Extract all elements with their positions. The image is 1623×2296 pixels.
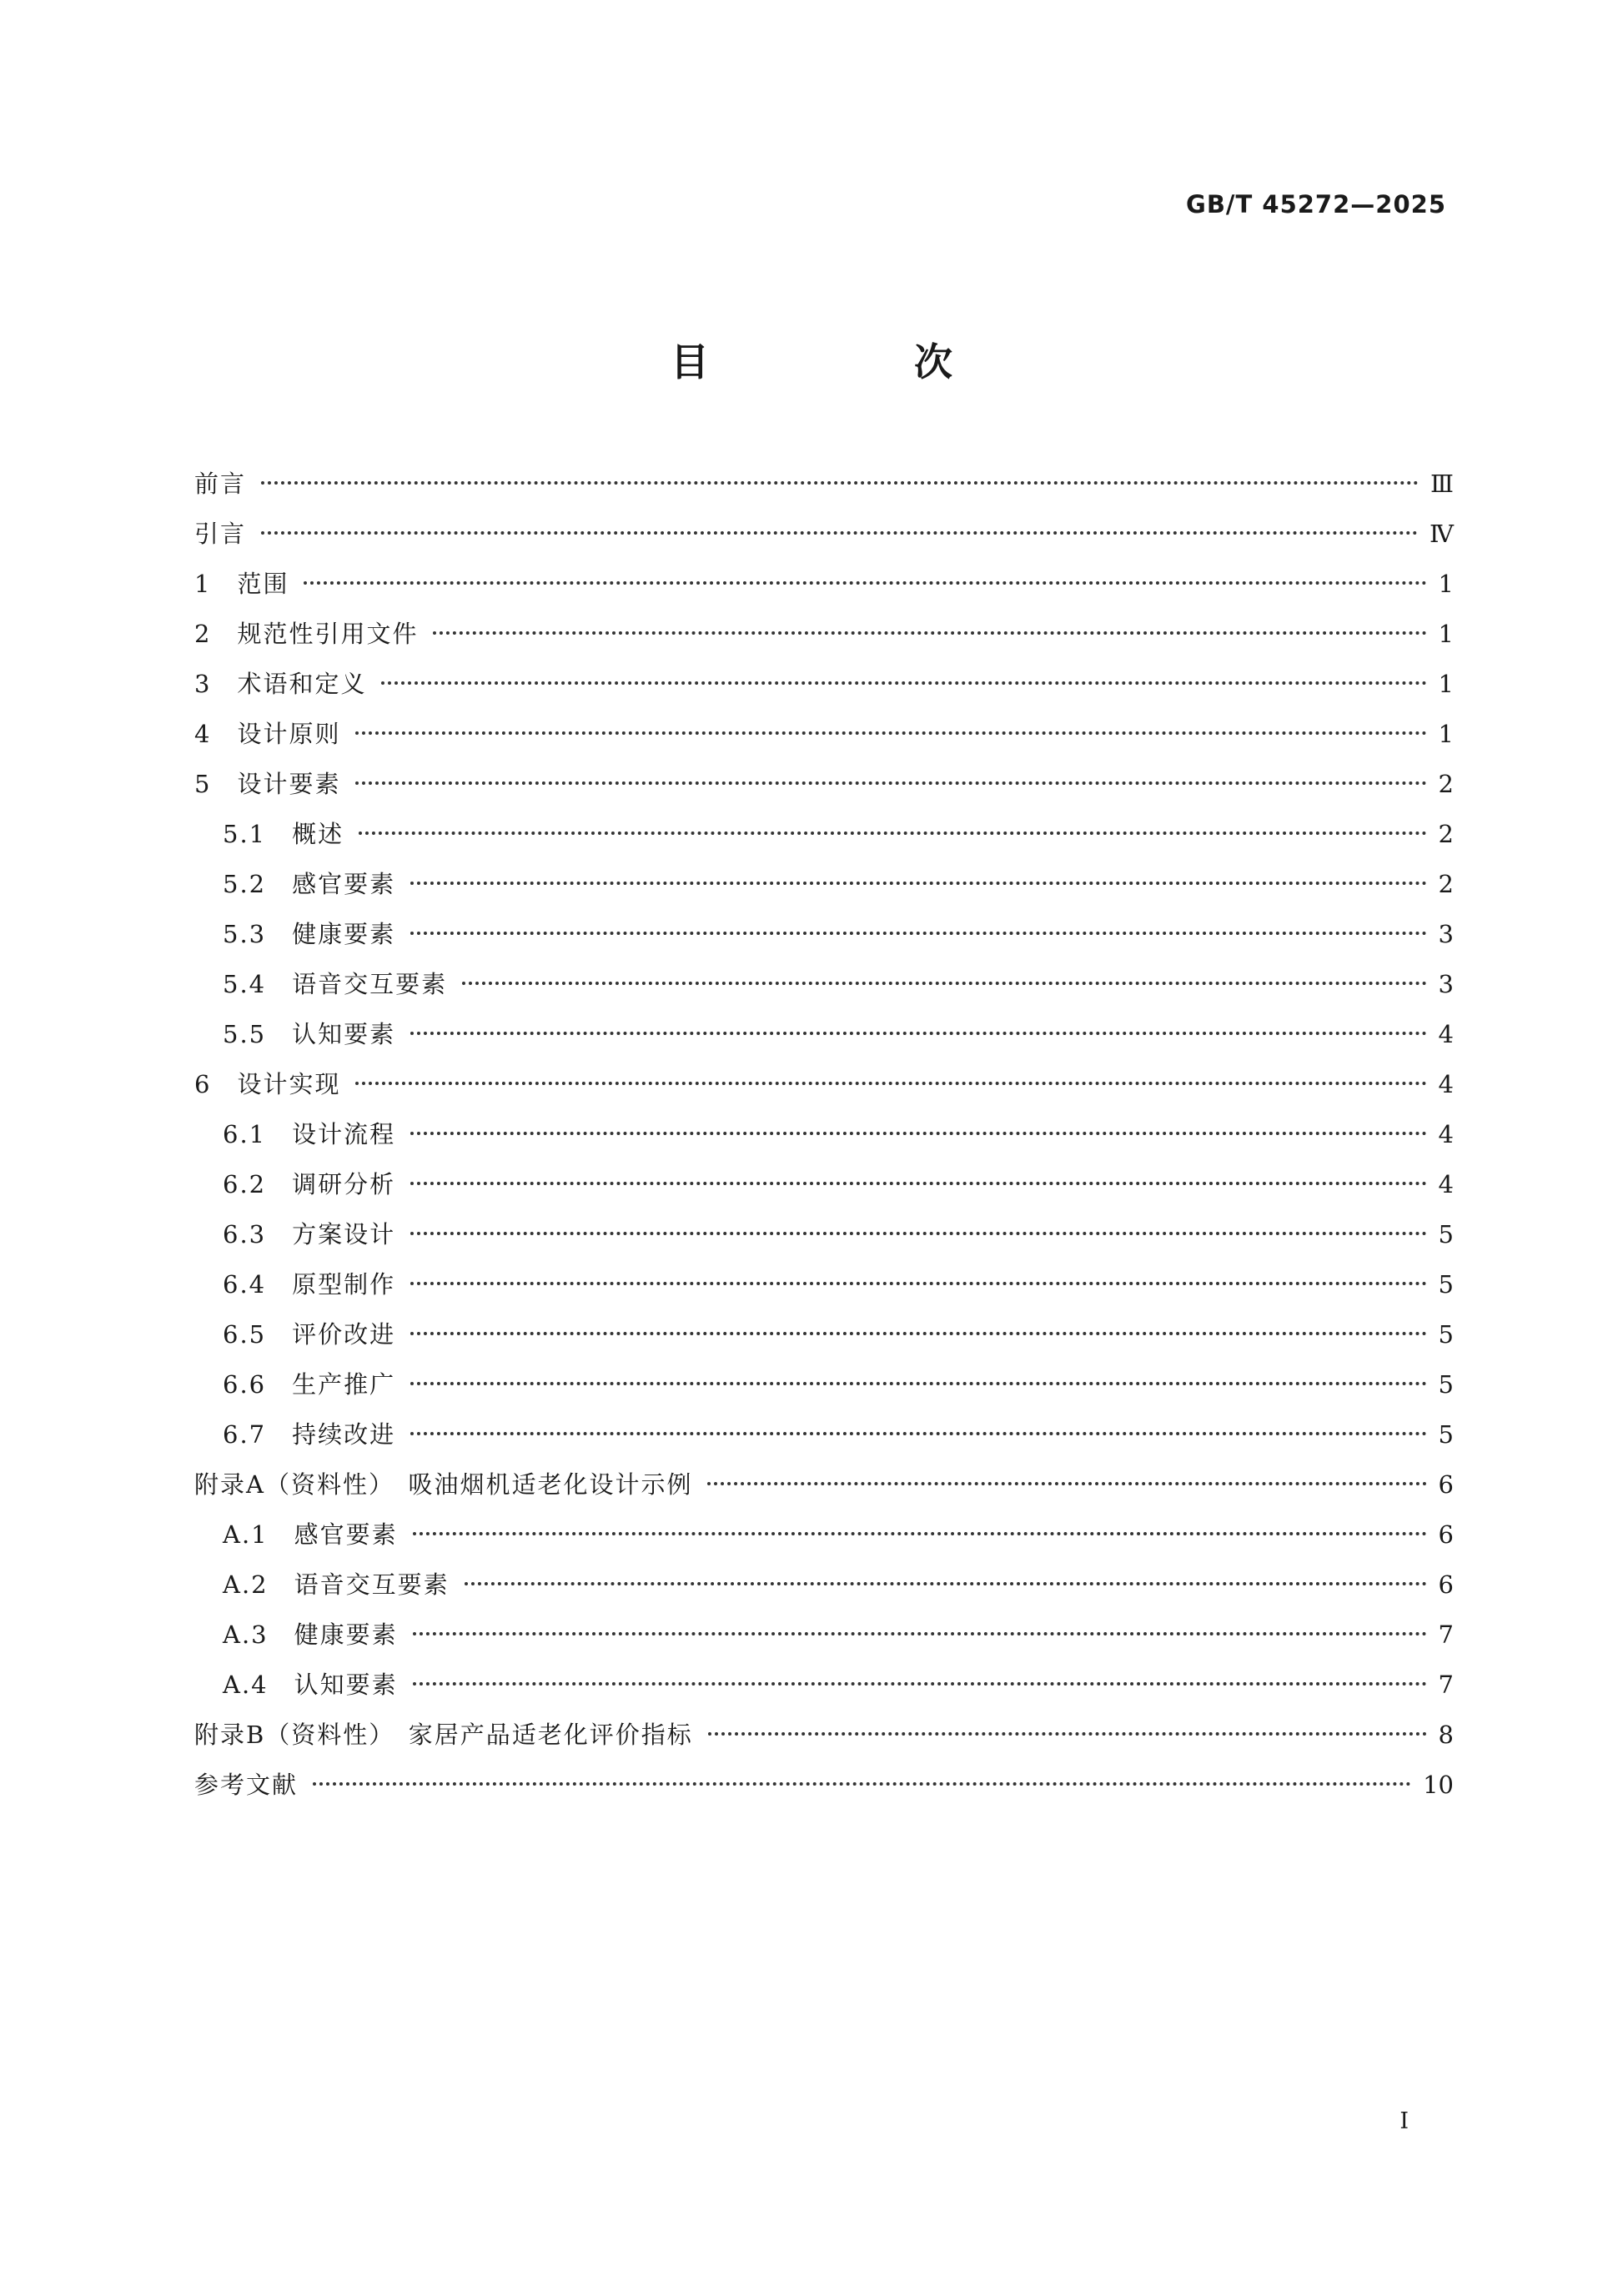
toc-entry-page: 1 — [1438, 720, 1454, 748]
toc-entry-label: 5.2 感官要素 — [223, 870, 396, 898]
toc-entry[interactable] — [194, 1209, 1454, 1259]
dot-leader — [410, 932, 1426, 935]
toc-entry-label: 6.3 方案设计 — [223, 1220, 396, 1248]
toc-entry-page: 4 — [1438, 1120, 1454, 1148]
dot-leader — [359, 831, 1426, 835]
toc-entry-label: 4 设计原则 — [194, 720, 341, 748]
toc-entry-page: 5 — [1438, 1220, 1454, 1248]
toc-entry[interactable] — [194, 1009, 1454, 1059]
toc-entry-label: 参考文献 — [194, 1771, 299, 1799]
toc-entry-page: 1 — [1438, 570, 1454, 598]
dot-leader — [313, 1782, 1411, 1786]
dot-leader — [410, 1382, 1426, 1385]
toc-entry[interactable] — [194, 1059, 1454, 1109]
toc-entry-label: 6.7 持续改进 — [223, 1420, 396, 1449]
dot-leader — [433, 631, 1426, 635]
toc-entry[interactable] — [194, 609, 1454, 659]
toc-entry-label: 引言 — [194, 520, 247, 548]
toc-entry-label: 6.4 原型制作 — [223, 1270, 396, 1299]
standard-number: GB/T 45272—2025 — [1186, 190, 1446, 219]
toc-entry-page: 5 — [1438, 1320, 1454, 1349]
toc-entry-label: 1 范围 — [194, 570, 289, 598]
dot-leader — [410, 1432, 1426, 1435]
dot-leader — [261, 531, 1418, 535]
toc-entry[interactable] — [194, 1660, 1454, 1710]
toc-entry-page: 5 — [1438, 1270, 1454, 1299]
toc-entry[interactable] — [194, 1710, 1454, 1760]
toc-entry-page: 5 — [1438, 1420, 1454, 1449]
toc-entry-page: 1 — [1438, 670, 1454, 698]
toc-entry-page: 4 — [1438, 1070, 1454, 1098]
dot-leader — [410, 1332, 1426, 1335]
toc-entry-page: 6 — [1438, 1470, 1454, 1499]
dot-leader — [413, 1682, 1427, 1686]
toc-entry[interactable] — [194, 509, 1454, 559]
toc-entry-page: 4 — [1438, 1170, 1454, 1198]
toc-entry-label: 5.3 健康要素 — [223, 920, 396, 948]
toc-entry-label: 6.1 设计流程 — [223, 1120, 396, 1148]
toc-entry-label: 附录B（资料性） 家居产品适老化评价指标 — [194, 1721, 693, 1749]
toc-entry[interactable] — [194, 1159, 1454, 1209]
dot-leader — [410, 1132, 1426, 1135]
dot-leader — [410, 1032, 1426, 1035]
toc-entry[interactable] — [194, 1610, 1454, 1660]
dot-leader — [410, 1182, 1426, 1185]
toc-entry-label: 6.6 生产推广 — [223, 1370, 396, 1399]
dot-leader — [413, 1532, 1427, 1535]
toc-entry-page: 8 — [1438, 1721, 1454, 1749]
toc-entry[interactable] — [194, 1109, 1454, 1159]
toc-entry[interactable] — [194, 1510, 1454, 1560]
toc-entry-page: Ⅲ — [1430, 470, 1454, 498]
toc-entry[interactable] — [194, 1560, 1454, 1610]
toc-entry-label: A.2 语音交互要素 — [223, 1570, 450, 1599]
toc-entry-page: 5 — [1438, 1370, 1454, 1399]
toc-entry[interactable] — [194, 1359, 1454, 1409]
toc-entry-page: 10 — [1423, 1771, 1454, 1799]
toc-entry-label: 5 设计要素 — [194, 770, 341, 798]
toc-entry[interactable] — [194, 759, 1454, 809]
toc-entry[interactable] — [194, 659, 1454, 709]
dot-leader — [355, 731, 1426, 735]
toc-entry-label: 6 设计实现 — [194, 1070, 341, 1098]
toc-entry-label: A.3 健康要素 — [223, 1620, 398, 1649]
dot-leader — [707, 1482, 1426, 1485]
toc-entry-page: 7 — [1438, 1671, 1454, 1699]
toc-entry-label: 5.4 语音交互要素 — [223, 970, 448, 998]
toc-entry-label: 附录A（资料性） 吸油烟机适老化设计示例 — [194, 1470, 693, 1499]
toc-entry[interactable] — [194, 459, 1454, 509]
toc-entry-label: 5.5 认知要素 — [223, 1020, 396, 1048]
toc-entry[interactable] — [194, 809, 1454, 859]
toc-entry-page: 3 — [1438, 970, 1454, 998]
toc-entry[interactable] — [194, 1409, 1454, 1459]
toc-entry-page: 7 — [1438, 1620, 1454, 1649]
footer-page-number: I — [1399, 2108, 1409, 2134]
dot-leader — [708, 1732, 1427, 1736]
toc-entry-page: 2 — [1438, 820, 1454, 848]
dot-leader — [465, 1582, 1427, 1585]
toc-entry-page: Ⅳ — [1430, 520, 1454, 548]
toc-entry[interactable] — [194, 959, 1454, 1009]
dot-leader — [261, 481, 1419, 485]
toc-entry-page: 2 — [1438, 870, 1454, 898]
dot-leader — [304, 581, 1426, 585]
toc-entry-page: 2 — [1438, 770, 1454, 798]
table-of-contents — [194, 459, 1454, 1810]
toc-entry[interactable] — [194, 909, 1454, 959]
toc-entry-page: 3 — [1438, 920, 1454, 948]
toc-entry[interactable] — [194, 859, 1454, 909]
dot-leader — [410, 1282, 1426, 1285]
toc-entry-label: 3 术语和定义 — [194, 670, 367, 698]
dot-leader — [462, 982, 1426, 985]
toc-entry[interactable] — [194, 1459, 1454, 1510]
dot-leader — [381, 681, 1426, 685]
toc-entry-label: 6.2 调研分析 — [223, 1170, 396, 1198]
dot-leader — [413, 1632, 1427, 1635]
toc-entry-page: 4 — [1438, 1020, 1454, 1048]
dot-leader — [410, 1232, 1426, 1235]
dot-leader — [355, 1082, 1426, 1085]
toc-entry-page: 1 — [1438, 620, 1454, 648]
toc-entry-label: A.4 认知要素 — [223, 1671, 398, 1699]
toc-entry-label: A.1 感官要素 — [223, 1520, 398, 1549]
dot-leader — [410, 882, 1426, 885]
toc-entry-label: 前言 — [194, 470, 247, 498]
dot-leader — [355, 781, 1426, 785]
toc-entry[interactable] — [194, 1259, 1454, 1309]
toc-entry[interactable] — [194, 1760, 1454, 1810]
toc-entry[interactable] — [194, 559, 1454, 609]
toc-entry-label: 6.5 评价改进 — [223, 1320, 396, 1349]
toc-entry-label: 5.1 概述 — [223, 820, 344, 848]
page-title: 目 次 — [671, 339, 1036, 384]
toc-entry[interactable] — [194, 1309, 1454, 1359]
toc-entry-page: 6 — [1438, 1520, 1454, 1549]
toc-entry-label: 2 规范性引用文件 — [194, 620, 419, 648]
toc-entry[interactable] — [194, 709, 1454, 759]
toc-entry-page: 6 — [1438, 1570, 1454, 1599]
